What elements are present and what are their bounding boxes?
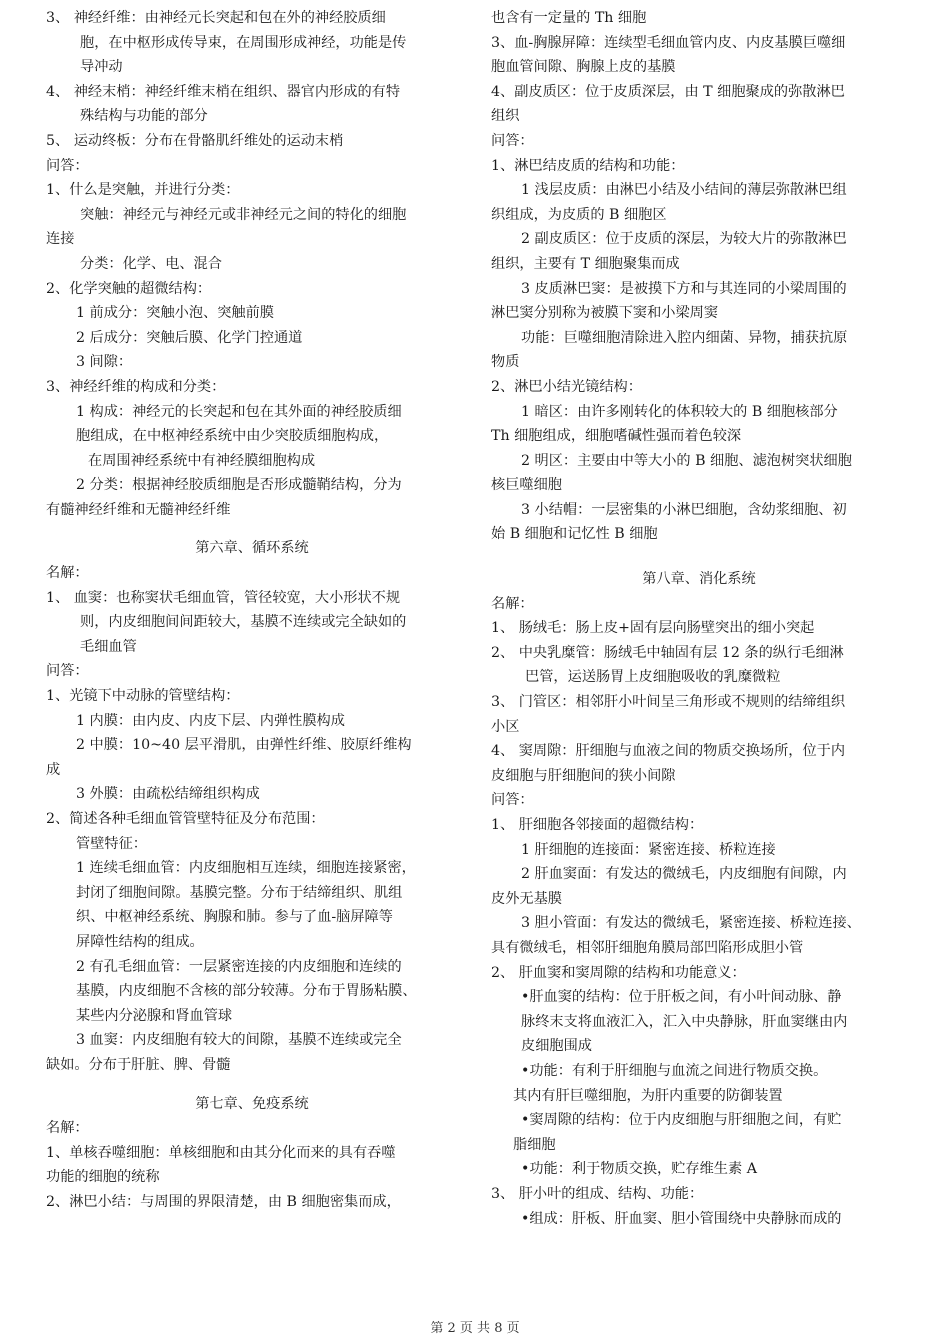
right-text-line: 1、 肝细胞各邻接面的超微结构：	[491, 817, 704, 833]
left-text-line: 毛细血管	[80, 638, 137, 655]
right-text-line: 淋巴窦分别称为被膜下窦和小梁周窦	[491, 305, 719, 322]
right-text-line: 1 肝细胞的连接面：紧密连接、桥粒连接	[521, 841, 776, 858]
right-text-line: •组成：肝板、肝血窦、胆小管围绕中央静脉而成的	[521, 1210, 842, 1227]
left-text-line: 名解：	[46, 1120, 89, 1137]
left-text-line: 织、中枢神经系统、胸腺和肺。参与了血-脑屏障等	[76, 909, 393, 926]
left-text-line: 缺如。分布于肝脏、脾、骨髓	[46, 1056, 231, 1073]
left-text-line: 基膜，内皮细胞不含核的部分较薄。分布于胃肠粘膜、	[76, 983, 417, 1000]
left-text-line: 第六章、循环系统	[195, 540, 309, 557]
right-text-line: 始 B 细胞和记忆性 B 细胞	[491, 526, 658, 543]
right-text-line: 1 暗区：由许多刚转化的体积较大的 B 细胞核部分	[521, 403, 838, 420]
right-text-line: 2 肝血窦面：有发达的微绒毛，内皮细胞有间隙，内	[521, 866, 847, 883]
left-text-line: 管壁特征：	[76, 835, 147, 852]
right-text-line: 3 胆小管面：有发达的微绒毛，紧密连接、桥粒连接、	[521, 915, 861, 932]
right-text-line: 核巨噬细胞	[491, 477, 562, 494]
right-text-line: 2、 肝血窦和窦周隙的结构和功能意义：	[491, 964, 746, 981]
left-text-line: 2 有孔毛细血管：一层紧密连接的内皮细胞和连续的	[76, 958, 402, 975]
left-text-line: 5、 运动终板：分布在骨骼肌纤维处的运动末梢	[46, 132, 344, 149]
right-text-line: •功能：有利于肝细胞与血流之间进行物质交换。	[521, 1062, 828, 1079]
left-text-line: 胞，在中枢形成传导束，在周围形成神经，功能是传	[80, 34, 407, 51]
right-text-line: 3 皮质淋巴窦：是被摸下方和与其连同的小梁周围的	[521, 280, 847, 297]
left-text-line: 胞组成，在中枢神经系统中由少突胶质细胞构成，	[76, 428, 389, 445]
right-text-line: 2 副皮质区：位于皮质的深层，为较大片的弥散淋巴	[521, 231, 847, 248]
right-text-line: Th 细胞组成，细胞嗜碱性强而着色较深	[491, 428, 742, 445]
right-text-line: 问答：	[491, 132, 534, 149]
right-text-line: 皮细胞围成	[521, 1038, 592, 1055]
left-text-line: 某些内分泌腺和肾血管球	[76, 1007, 233, 1024]
right-text-line: 物质	[491, 354, 520, 371]
right-text-line: 3、血-胸腺屏障：连续型毛细血管内皮、内皮基膜巨噬细	[491, 34, 846, 51]
left-text-line: 2 后成分：突触后膜、化学门控通道	[76, 329, 303, 346]
left-text-line: 2 中膜：10~40 层平滑肌，由弹性纤维、胶原纤维构	[76, 737, 412, 754]
left-text-line: 3 间隙：	[76, 354, 133, 371]
right-text-line: 问答：	[491, 792, 534, 809]
left-text-line: 1 内膜：由内皮、内皮下层、内弹性膜构成	[76, 712, 345, 729]
right-text-line: 3 小结帽：一层密集的小淋巴细胞，含幼浆细胞、初	[521, 501, 847, 518]
right-text-line: 皮外无基膜	[491, 890, 562, 907]
right-text-line: 脉终末支将血液汇入，汇入中央静脉，肝血窦继由内	[521, 1013, 848, 1030]
left-text-line: 2、简述各种毛细血管管壁特征及分布范围：	[46, 811, 325, 827]
left-text-line: 名解：	[46, 565, 89, 582]
right-text-line: •窦周隙的结构：位于内皮细胞与肝细胞之间，有贮	[521, 1112, 842, 1129]
right-text-line: 皮细胞与肝细胞间的狭小间隙	[491, 767, 676, 784]
right-text-line: 巴管，运送肠胃上皮细胞吸收的乳糜微粒	[525, 669, 781, 686]
left-text-line: 问答：	[46, 157, 89, 174]
right-text-line: 2 明区：主要由中等大小的 B 细胞、滤泡树突状细胞	[521, 452, 852, 469]
left-text-line: 1 连续毛细血管：内皮细胞相互连续，细胞连接紧密，	[76, 860, 416, 877]
left-text-line: 导冲动	[80, 59, 123, 76]
right-column	[491, 6, 907, 1231]
right-text-line: 其内有肝巨噬细胞，为肝内重要的防御装置	[513, 1087, 783, 1104]
left-text-line: 3 血窦：内皮细胞有较大的间隙，基膜不连续或完全	[76, 1032, 402, 1049]
left-text-line: 在周围神经系统中有神经膜细胞构成	[88, 452, 316, 469]
right-text-line: 也含有一定量的 Th 细胞	[491, 10, 647, 26]
right-text-line: 脂细胞	[513, 1136, 556, 1153]
right-text-line: 功能：巨噬细胞清除进入腔内细菌、异物，捕获抗原	[521, 329, 848, 346]
left-text-line: 殊结构与功能的部分	[80, 108, 208, 125]
right-text-line: 胞血管间隙、胸腺上皮的基膜	[491, 59, 676, 76]
left-text-line: 3 外膜：由疏松结缔组织构成	[76, 786, 260, 803]
left-text-line: 功能的细胞的统称	[46, 1169, 160, 1186]
right-text-line: 4、副皮质区：位于皮质深层，由 T 细胞聚成的弥散淋巴	[491, 83, 845, 100]
left-text-line: 1、 血窦：也称窦状毛细血管，管径较宽，大小形状不规	[46, 589, 401, 606]
left-text-line: 第七章、免疫系统	[195, 1095, 309, 1112]
left-text-line: 1 前成分：突触小泡、突触前膜	[76, 305, 274, 322]
right-text-line: 1 浅层皮质：由淋巴小结及小结间的薄层弥散淋巴组	[521, 182, 847, 199]
left-text-line: 2 分类：根据神经胶质细胞是否形成髓鞘结构，分为	[76, 477, 402, 494]
left-text-line: 1、光镜下中动脉的管壁结构：	[46, 688, 240, 705]
page-footer: 第 2 页 共 8 页	[430, 1321, 520, 1336]
right-text-line: 小区	[491, 718, 520, 735]
left-text-line: 则，内皮细胞间间距较大，基膜不连续或完全缺如的	[80, 614, 407, 631]
right-text-line: 2、淋巴小结光镜结构：	[491, 378, 642, 395]
left-text-line: 4、 神经末梢：神经纤维末梢在组织、器官内形成的有特	[46, 83, 401, 100]
right-text-line: 4、 窦周隙：肝细胞与血液之间的物质交换场所，位于内	[491, 743, 846, 760]
left-text-line: 1、单核吞噬细胞：单核细胞和由其分化而来的具有吞噬	[46, 1144, 396, 1161]
left-text-line: 3、神经纤维的构成和分类：	[46, 378, 226, 395]
right-text-line: 2、 中央乳糜管：肠绒毛中轴固有层 12 条的纵行毛细淋	[491, 644, 844, 661]
left-text-line: 问答：	[46, 663, 89, 680]
left-text-line: 成	[46, 761, 61, 778]
right-text-line: 1、淋巴结皮质的结构和功能：	[491, 157, 685, 174]
left-text-line: 屏障性结构的组成。	[76, 933, 204, 950]
left-text-line: 1 构成：神经元的长突起和包在其外面的神经胶质细	[76, 403, 402, 420]
right-text-line: 织组成，为皮质的 B 细胞区	[491, 206, 667, 223]
left-text-line: 2、化学突触的超微结构：	[46, 280, 212, 297]
left-text-line: 1、什么是突触，并进行分类：	[46, 182, 240, 199]
left-text-line: 连接	[46, 231, 75, 248]
left-text-line: 2、淋巴小结：与周围的界限清楚，由 B 细胞密集而成，	[46, 1193, 401, 1210]
right-text-line: 3、 门管区：相邻肝小叶间呈三角形或不规则的结缔组织	[491, 694, 846, 711]
right-text-line: •功能：利于物质交换，贮存维生素 A	[521, 1161, 757, 1178]
right-text-line: 组织，主要有 T 细胞聚集而成	[491, 255, 680, 272]
left-text-line: 有髓神经纤维和无髓神经纤维	[46, 501, 231, 518]
left-column	[46, 6, 458, 1215]
right-text-line: 1、 肠绒毛：肠上皮+固有层向肠壁突出的细小突起	[491, 620, 815, 637]
left-text-line: 3、 神经纤维：由神经元长突起和包在外的神经胶质细	[46, 10, 386, 26]
left-text-line: 封闭了细胞间隙。基膜完整。分布于结缔组织、肌组	[76, 884, 403, 901]
right-text-line: 3、 肝小叶的组成、结构、功能：	[491, 1185, 704, 1202]
right-text-line: 名解：	[491, 595, 534, 612]
right-text-line: 第八章、消化系统	[642, 571, 756, 588]
right-text-line: •肝血窦的结构：位于肝板之间，有小叶间动脉、静	[521, 989, 842, 1006]
right-text-line: 组织	[491, 108, 520, 125]
left-text-line: 突触：神经元与神经元或非神经元之间的特化的细胞	[80, 206, 407, 223]
left-text-line: 分类：化学、电、混合	[80, 255, 222, 272]
right-text-line: 具有微绒毛，相邻肝细胞角膜局部凹陷形成胆小管	[491, 939, 804, 956]
